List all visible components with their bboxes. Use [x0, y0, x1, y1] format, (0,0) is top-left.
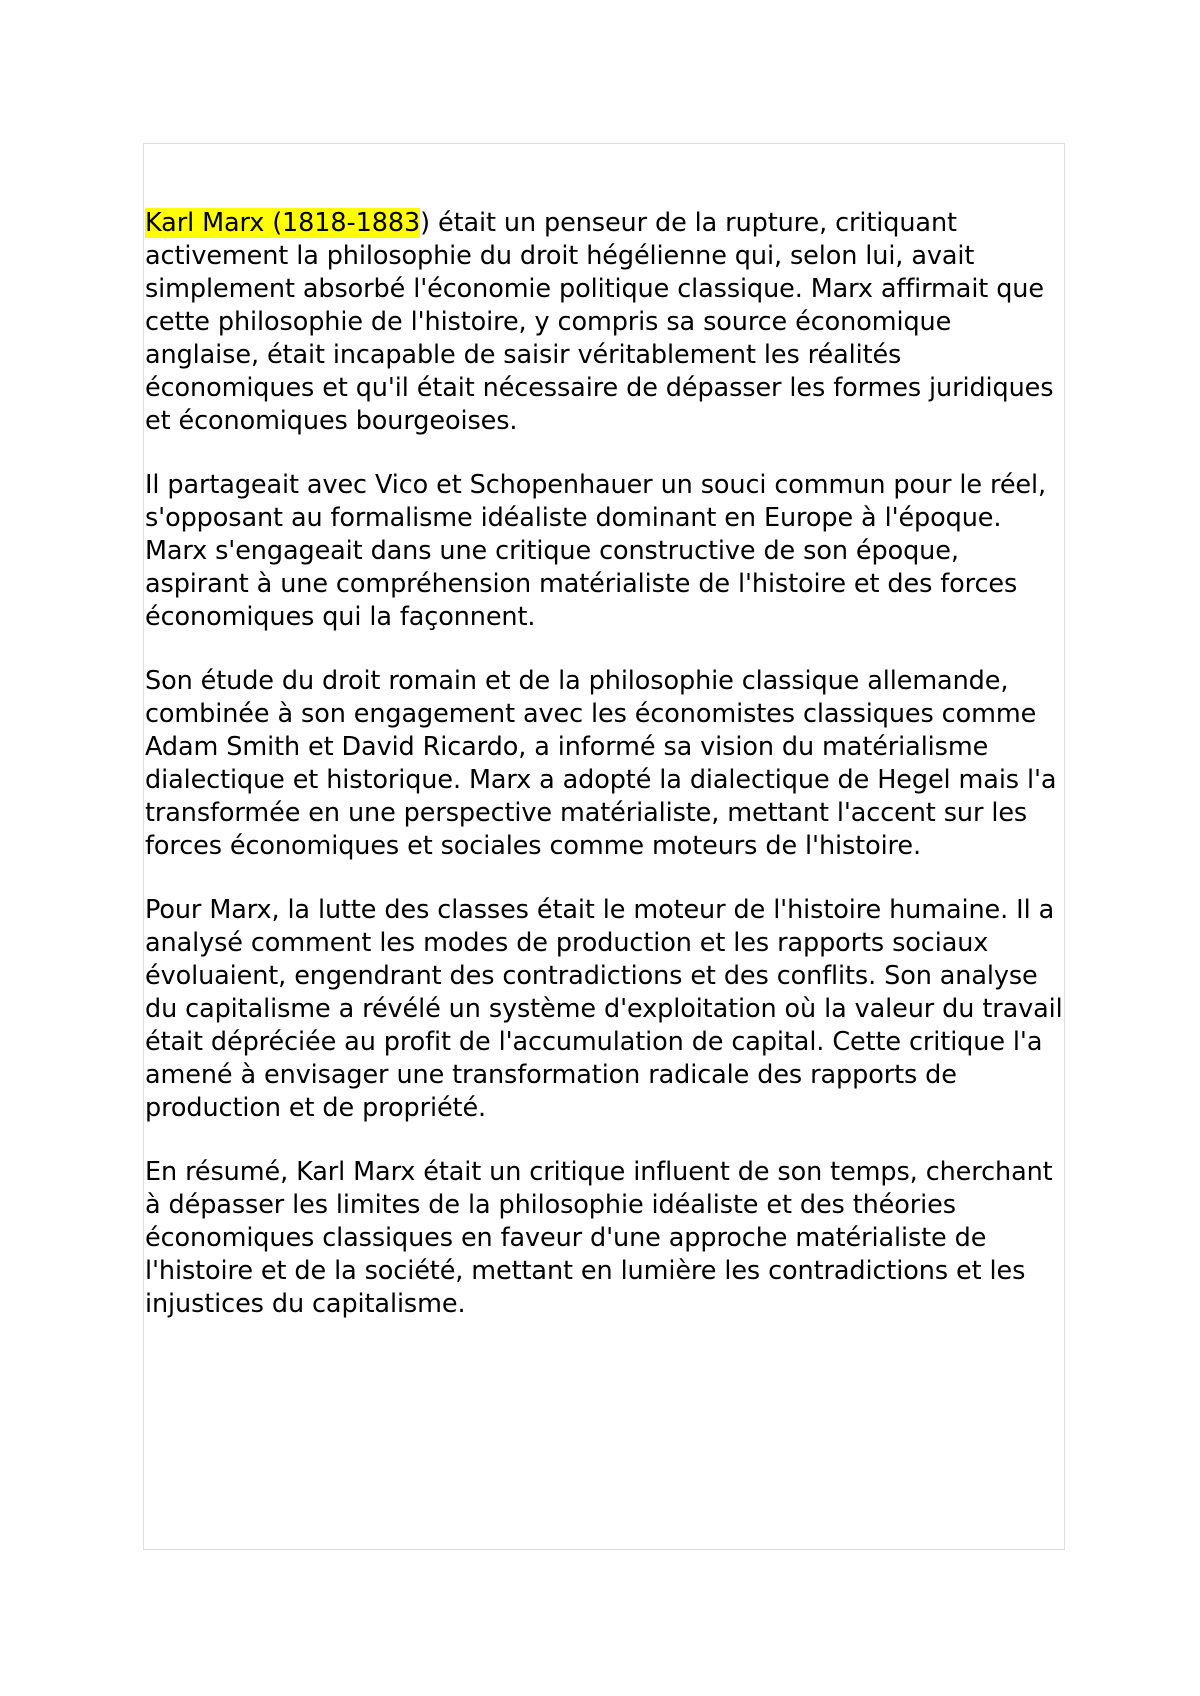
- document-body: [145, 207, 1063, 1352]
- paragraph-1-text: ) était un penseur de la rupture, critiquant activement la philosophie du droit hégélienne qui, selon lui, avait simplement absorbé l'économie politique classique. Marx affirmait que cette philosophie de l'histoire, y compris sa source économique anglaise, était incapable de saisir véritablement les réalités économiques et qu'il était nécessaire de dépasser les formes juridiques et économiques bourgeoises.: [145, 208, 1054, 436]
- paragraph-1: [145, 207, 1063, 438]
- highlighted-text: Karl Marx (1818-1883: [145, 208, 421, 238]
- paragraph-2: Il partageait avec Vico et Schopenhauer un souci commun pour le réel, s'opposant au formalisme idéaliste dominant en Europe à l'époque. Marx s'engageait dans une critique constructive de son époque, aspirant à une compréhension matérialiste de l'histoire et des forces économiques qui la façonnent.: [145, 470, 1047, 632]
- paragraph-5: En résumé, Karl Marx était un critique influent de son temps, cherchant à dépasser les limites de la philosophie idéaliste et des théories économiques classiques en faveur d'une approche matérialiste de l'histoire et de la société, mettant en lumière les contradictions et les injustices du capitalisme.: [145, 1157, 1053, 1319]
- paragraph-3: Son étude du droit romain et de la philosophie classique allemande, combinée à son engagement avec les économistes classiques comme Adam Smith et David Ricardo, a informé sa vision du matérialisme dialectique et historique. Marx a adopté la dialectique de Hegel mais l'a transformée en une perspective matérialiste, mettant l'accent sur les forces économiques et sociales comme moteurs de l'histoire.: [145, 666, 1057, 861]
- paragraph-4: Pour Marx, la lutte des classes était le moteur de l'histoire humaine. Il a analysé comment les modes de production et les rapports sociaux évoluaient, engendrant des contradictions et des conflits. Son analyse du capitalisme a révélé un système d'exploitation où la valeur du travail était dépréciée au profit de l'accumulation de capital. Cette critique l'a amené à envisager une transformation radicale des rapports de production et de propriété.: [145, 895, 1063, 1123]
